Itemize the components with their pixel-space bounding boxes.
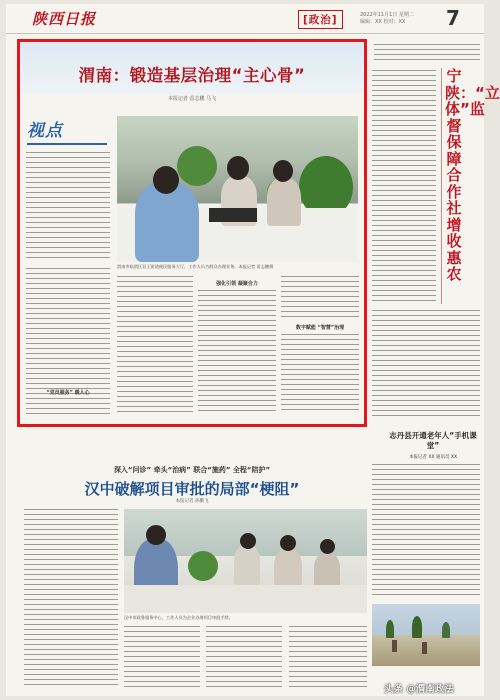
side-article-title[interactable]: 宁陕：“立体”监督保障合作社增收惠农 bbox=[445, 67, 500, 283]
right-column-top-text bbox=[374, 44, 480, 66]
lower-article-photo[interactable] bbox=[124, 509, 367, 613]
small-article-title[interactable]: 志丹县开通老年人“手机课堂” bbox=[389, 431, 477, 450]
lower-article-title[interactable]: 汉中破解项目审批的局部“梗阻” bbox=[84, 480, 300, 498]
side-article-text-a bbox=[372, 70, 436, 306]
featured-subhead-2: 数字赋能 “智慧”治理 bbox=[295, 325, 345, 331]
masthead bbox=[6, 4, 484, 34]
featured-article-byline: 本报记者 雷志鹏 马飞 bbox=[167, 96, 217, 102]
page-number: 7 bbox=[446, 6, 460, 30]
newspaper-page bbox=[6, 4, 500, 696]
newspaper-logo: 陕西日报 bbox=[32, 10, 97, 28]
lower-article-kicker: 深入“问诊” 牵头“治病” 联合“施药” 全程“陪护” bbox=[113, 466, 271, 474]
lower-article-byline: 本报记者 孙鹏飞 bbox=[175, 499, 209, 504]
featured-article-title[interactable]: 渭南：锻造基层治理“主心骨” bbox=[78, 66, 306, 85]
lower-article-col-3 bbox=[206, 626, 282, 692]
lower-article-col-4 bbox=[289, 626, 367, 692]
small-article-text bbox=[372, 464, 480, 600]
lower-article-col-1 bbox=[24, 509, 118, 691]
featured-photo-caption: 渭南市临渭区双王街道便民服务大厅，工作人员为群众办理业务。本报记者 雷志鹏摄 bbox=[117, 264, 274, 269]
source-watermark: 头条 @渭南政法 bbox=[384, 684, 454, 695]
issue-date: 2022年11月1日 星期二 bbox=[360, 12, 414, 18]
lower-photo-caption: 汉中市政务服务中心，工作人员为企业办理项目审批手续。 bbox=[124, 615, 233, 620]
featured-subhead-1: 强化引领 凝聚合力 bbox=[216, 281, 258, 287]
small-article-byline: 本报记者 XX 通讯员 XX bbox=[408, 455, 458, 460]
column-tag: 视点 bbox=[27, 121, 63, 141]
highlight-frame bbox=[17, 39, 367, 427]
small-article-photo[interactable] bbox=[372, 604, 480, 666]
featured-subhead-3: “党员服务” 暖人心 bbox=[46, 390, 90, 396]
section-label: [政治] bbox=[298, 10, 343, 29]
editor-line: 编辑：XX 校对：XX bbox=[360, 19, 406, 25]
side-article-rule bbox=[441, 68, 442, 304]
side-article-text-b bbox=[372, 310, 480, 422]
lower-article-col-2 bbox=[124, 626, 200, 692]
